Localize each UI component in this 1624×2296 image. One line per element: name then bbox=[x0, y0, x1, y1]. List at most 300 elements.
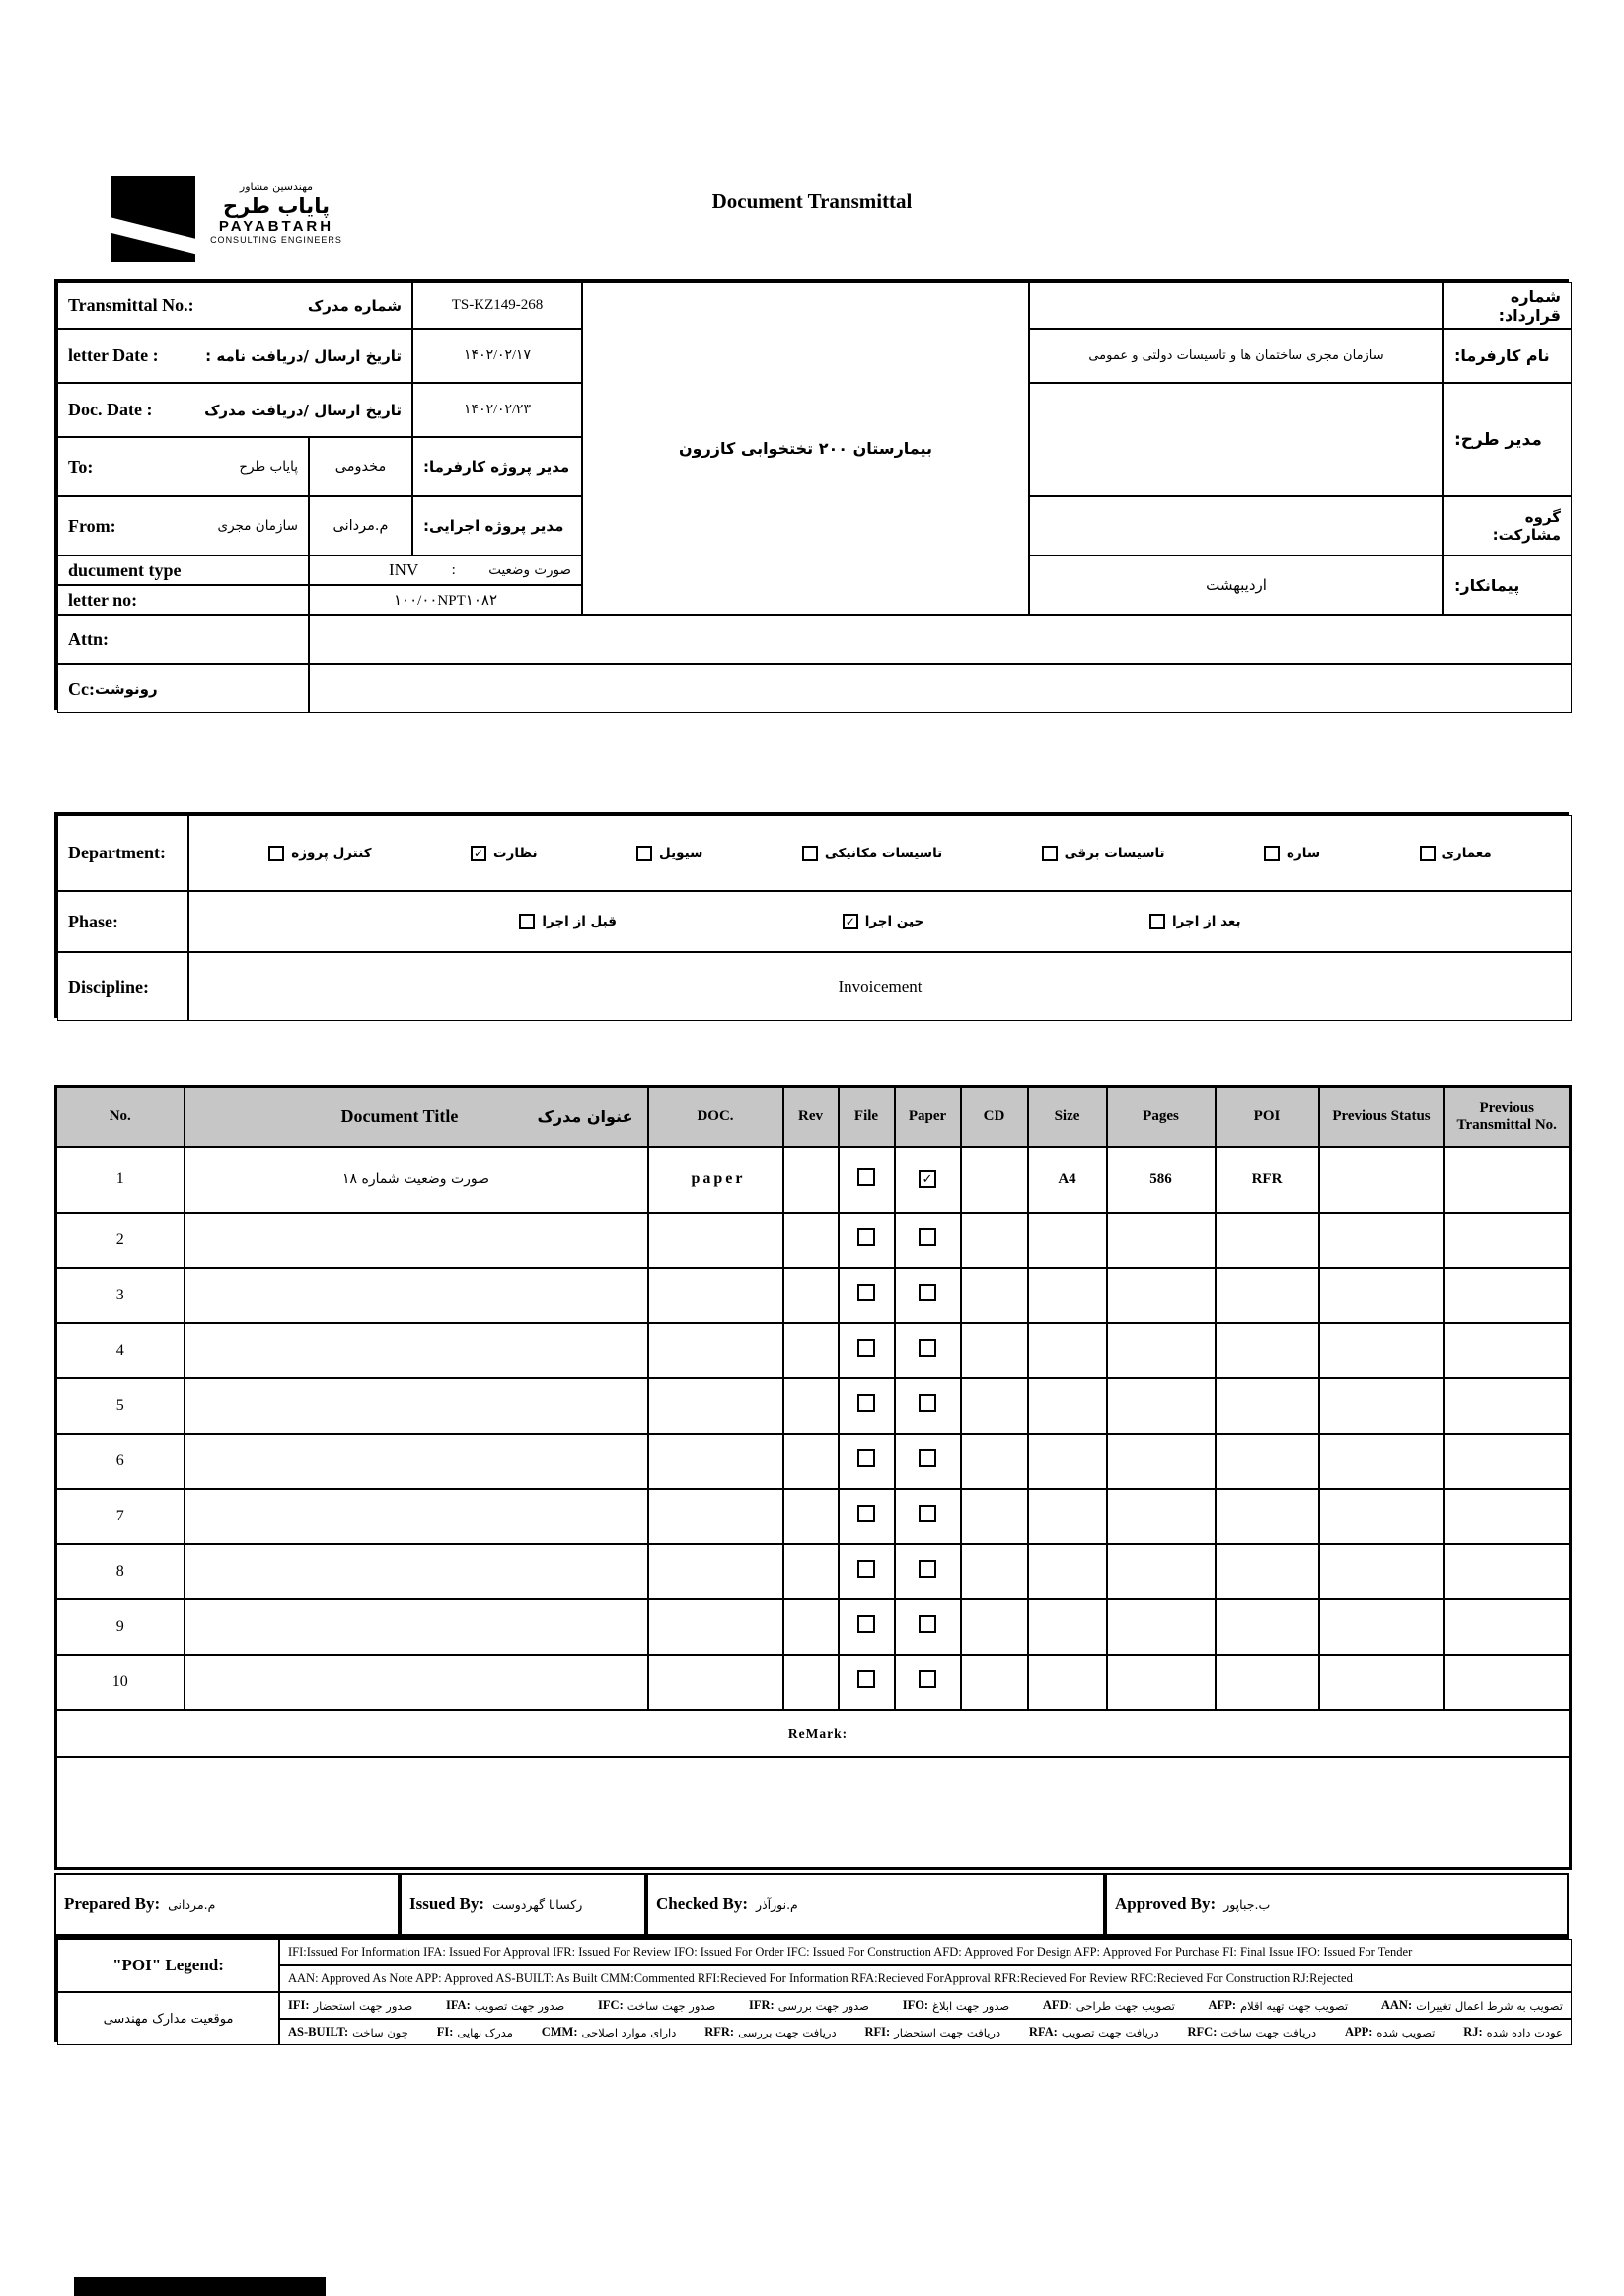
cell-file bbox=[839, 1599, 895, 1655]
logo-company-subtitle: CONSULTING ENGINEERS bbox=[210, 235, 342, 246]
cell-rev bbox=[783, 1489, 839, 1544]
department-option bbox=[471, 846, 538, 861]
legend-abbr: RFI: bbox=[864, 2025, 891, 2038]
legend-abbr: AS-BUILT: bbox=[288, 2025, 349, 2038]
cell-no: 8 bbox=[56, 1544, 185, 1599]
page-title: Document Transmittal bbox=[711, 189, 913, 213]
legend-en-line-1: IFI:Issued For Information IFA: Issued For Approval IFR: Issued For Review IFO: Issued For Order IFC: Issued For Construction AFD: Approved For Design AFP: Approved For Purchase FI: Final Issue IFO: Issued For Tender bbox=[279, 1939, 1572, 1965]
legend-item bbox=[704, 2025, 836, 2039]
col-no: No. bbox=[56, 1087, 185, 1147]
department-option-label: کنترل پروژه bbox=[291, 845, 372, 861]
cell-no: 5 bbox=[56, 1378, 185, 1434]
to-label: To: bbox=[68, 456, 94, 477]
legend-item bbox=[542, 2025, 677, 2039]
document-type-value bbox=[309, 555, 582, 585]
legend-text: دریافت جهت تصویب bbox=[1061, 2025, 1159, 2039]
documents-table bbox=[54, 1085, 1572, 1870]
cell-title: صورت وضعیت شماره ۱۸ bbox=[185, 1147, 648, 1213]
department-option bbox=[1420, 846, 1492, 861]
letter-date-value: ۱۴۰۲/۰۲/۱۷ bbox=[412, 329, 582, 383]
document-type-code: INV bbox=[389, 560, 419, 579]
cell-doc bbox=[648, 1599, 783, 1655]
cell-pages bbox=[1107, 1323, 1216, 1378]
partnership-group-label: گروه مشارکت: bbox=[1443, 496, 1572, 555]
cell-poi bbox=[1216, 1378, 1319, 1434]
cell-rev bbox=[783, 1599, 839, 1655]
client-name-value: سازمان مجری ساختمان ها و تاسیسات دولتی و عمومی bbox=[1029, 329, 1443, 383]
approved-by-cell bbox=[1105, 1873, 1569, 1936]
cell-cd bbox=[961, 1434, 1028, 1489]
doc-date-label: Doc. Date : تاریخ ارسال /دریافت مدرک bbox=[57, 383, 412, 437]
checkbox[interactable] bbox=[636, 846, 652, 861]
issued-by-value: رکسانا گهردوست bbox=[492, 1896, 583, 1912]
department-option bbox=[1042, 846, 1165, 861]
issued-by-cell bbox=[400, 1873, 646, 1936]
cell-prev-transmittal bbox=[1444, 1323, 1571, 1378]
department-options-cell bbox=[188, 815, 1572, 891]
table-row bbox=[56, 1378, 1571, 1434]
cell-prev-status bbox=[1319, 1544, 1444, 1599]
phase-option bbox=[519, 914, 617, 929]
cell-size bbox=[1028, 1378, 1107, 1434]
classification-table bbox=[54, 812, 1569, 1018]
cell-prev-transmittal bbox=[1444, 1655, 1571, 1710]
checkbox[interactable] bbox=[857, 1168, 875, 1186]
logo-company-name: PAYABTARH bbox=[218, 217, 334, 235]
cell-prev-status bbox=[1319, 1147, 1444, 1213]
cell-size bbox=[1028, 1544, 1107, 1599]
remark-row bbox=[56, 1710, 1571, 1757]
cell-no: 4 bbox=[56, 1323, 185, 1378]
legend-text: مدرک نهایی bbox=[457, 2025, 513, 2039]
checkbox[interactable] bbox=[919, 1560, 936, 1578]
col-prev-status: Previous Status bbox=[1319, 1087, 1444, 1147]
documents-table-header bbox=[56, 1087, 1571, 1147]
contract-no-value bbox=[1029, 282, 1443, 329]
cell-title bbox=[185, 1268, 648, 1323]
department-option-label: تاسیسات برقی bbox=[1064, 845, 1165, 861]
checkbox[interactable] bbox=[857, 1339, 875, 1357]
cell-doc bbox=[648, 1323, 783, 1378]
cell-file bbox=[839, 1378, 895, 1434]
cell-paper bbox=[895, 1268, 961, 1323]
legend-text: صدور جهت ساخت bbox=[627, 1998, 716, 2013]
legend-abbr: IFI: bbox=[288, 1998, 310, 2012]
legend-abbr: FI: bbox=[436, 2025, 454, 2038]
legend-abbr: APP: bbox=[1344, 2025, 1373, 2038]
approved-by-label: Approved By: bbox=[1115, 1894, 1217, 1913]
checkbox[interactable] bbox=[1042, 846, 1058, 861]
table-row bbox=[56, 1323, 1571, 1378]
discipline-label: Discipline: bbox=[57, 952, 188, 1021]
phase-option-label: بعد از اجرا bbox=[1171, 914, 1241, 929]
cell-poi bbox=[1216, 1213, 1319, 1268]
cell-paper bbox=[895, 1434, 961, 1489]
checkbox[interactable] bbox=[857, 1505, 875, 1522]
doc-date-value: ۱۴۰۲/۰۲/۲۳ bbox=[412, 383, 582, 437]
legend-abbr: AFP: bbox=[1208, 1998, 1237, 2012]
cell-prev-status bbox=[1319, 1655, 1444, 1710]
cell-prev-transmittal bbox=[1444, 1434, 1571, 1489]
legend-item bbox=[903, 1998, 1009, 2013]
checked-by-value: م.نورآذر bbox=[756, 1896, 798, 1912]
legend-item bbox=[1381, 1998, 1563, 2013]
project-name: بیمارستان ۲۰۰ تختخوابی کازرون bbox=[582, 282, 1029, 615]
cell-rev bbox=[783, 1434, 839, 1489]
cell-poi bbox=[1216, 1544, 1319, 1599]
cell-size: A4 bbox=[1028, 1147, 1107, 1213]
checked-by-label: Checked By: bbox=[656, 1894, 749, 1913]
document-type-label: ducument type bbox=[57, 555, 309, 585]
table-row bbox=[56, 1213, 1571, 1268]
department-option-label: سیویل bbox=[659, 845, 703, 861]
cell-file bbox=[839, 1434, 895, 1489]
transmittal-no-value: TS-KZ149-268 bbox=[412, 282, 582, 329]
prepared-by-value: م.مردانی bbox=[168, 1896, 216, 1912]
discipline-value: Invoicement bbox=[188, 952, 1572, 1021]
table-row bbox=[56, 1544, 1571, 1599]
cell-paper bbox=[895, 1213, 961, 1268]
cell-size bbox=[1028, 1268, 1107, 1323]
legend-item bbox=[288, 1998, 412, 2013]
legend-text: چون ساخت bbox=[352, 2025, 408, 2039]
remark-label: ReMark: bbox=[56, 1710, 1571, 1757]
cell-doc bbox=[648, 1655, 783, 1710]
checkbox[interactable] bbox=[919, 1615, 936, 1633]
checkbox[interactable] bbox=[857, 1615, 875, 1633]
design-manager-value bbox=[1029, 383, 1443, 496]
cell-prev-transmittal bbox=[1444, 1147, 1571, 1213]
attn-label: Attn: bbox=[57, 615, 309, 664]
legend-abbr: AAN: bbox=[1380, 1998, 1413, 2012]
cell-paper bbox=[895, 1489, 961, 1544]
phase-option bbox=[843, 914, 923, 929]
department-option bbox=[636, 846, 702, 861]
checkbox[interactable] bbox=[919, 1394, 936, 1412]
cell-prev-status bbox=[1319, 1434, 1444, 1489]
cell-cd bbox=[961, 1213, 1028, 1268]
cell-cd bbox=[961, 1378, 1028, 1434]
checkbox[interactable] bbox=[857, 1449, 875, 1467]
legend-item bbox=[1345, 2025, 1435, 2039]
legend-item bbox=[288, 2025, 408, 2039]
checkbox[interactable] bbox=[857, 1284, 875, 1301]
col-title-fa: عنوان مدرک bbox=[537, 1107, 633, 1127]
poi-legend-label: "POI" Legend: bbox=[57, 1939, 279, 1992]
cell-paper bbox=[895, 1599, 961, 1655]
cc-value bbox=[309, 664, 1572, 713]
poi-legend-table bbox=[54, 1936, 1569, 2042]
department-options bbox=[189, 846, 1571, 861]
from-value: سازمان مجری bbox=[217, 518, 298, 534]
cell-pages bbox=[1107, 1213, 1216, 1268]
legend-text: دریافت جهت بررسی bbox=[738, 2025, 837, 2039]
checkbox-checked[interactable]: ✓ bbox=[843, 914, 858, 929]
checkbox[interactable] bbox=[802, 846, 818, 861]
letter-no-value: ۱۰۰/۰۰NPT۱۰۸۲ bbox=[309, 585, 582, 615]
checkbox[interactable] bbox=[268, 846, 284, 861]
cell-pages: 586 bbox=[1107, 1147, 1216, 1213]
cell-rev bbox=[783, 1268, 839, 1323]
cell-poi bbox=[1216, 1323, 1319, 1378]
cell-prev-status bbox=[1319, 1489, 1444, 1544]
cell-doc bbox=[648, 1213, 783, 1268]
cell-rev bbox=[783, 1544, 839, 1599]
col-cd: CD bbox=[961, 1087, 1028, 1147]
col-title-en: Document Title bbox=[340, 1106, 459, 1127]
partnership-group-value bbox=[1029, 496, 1443, 555]
cell-no: 2 bbox=[56, 1213, 185, 1268]
legend-text: تصویب جهت طراحی bbox=[1075, 1998, 1175, 2013]
checkbox[interactable] bbox=[857, 1670, 875, 1688]
cell-prev-status bbox=[1319, 1599, 1444, 1655]
legend-abbr: AFD: bbox=[1042, 1998, 1072, 2012]
legend-abbr: IFC: bbox=[598, 1998, 624, 2012]
footer-bar bbox=[74, 2277, 326, 2296]
cell-cd bbox=[961, 1323, 1028, 1378]
legend-text: دریافت جهت ساخت bbox=[1220, 2025, 1317, 2039]
col-size: Size bbox=[1028, 1087, 1107, 1147]
cell-file bbox=[839, 1268, 895, 1323]
cell-rev bbox=[783, 1323, 839, 1378]
cell-no: 3 bbox=[56, 1268, 185, 1323]
checkbox[interactable] bbox=[519, 914, 535, 929]
cell-doc bbox=[648, 1544, 783, 1599]
legend-item bbox=[1209, 1998, 1349, 2013]
checkbox[interactable] bbox=[1264, 846, 1280, 861]
table-row bbox=[56, 1268, 1571, 1323]
legend-abbr: RFR: bbox=[704, 2025, 735, 2038]
attn-value bbox=[309, 615, 1572, 664]
checkbox[interactable] bbox=[919, 1505, 936, 1522]
contractor-label: پیمانکار: bbox=[1443, 555, 1572, 615]
legend-abbr: RFA: bbox=[1028, 2025, 1058, 2038]
legend-item bbox=[1188, 2025, 1317, 2039]
cell-title bbox=[185, 1213, 648, 1268]
legend-item bbox=[749, 1998, 869, 2013]
cell-size bbox=[1028, 1213, 1107, 1268]
executive-pm-label: مدیر پروژه اجرایی: bbox=[412, 496, 582, 555]
checkbox[interactable] bbox=[1420, 846, 1436, 861]
to-row bbox=[57, 437, 309, 496]
cell-size bbox=[1028, 1434, 1107, 1489]
cell-pages bbox=[1107, 1544, 1216, 1599]
cell-doc bbox=[648, 1434, 783, 1489]
from-person: م.مردانی bbox=[309, 496, 412, 555]
contract-no-label: شماره قرارداد: bbox=[1443, 282, 1572, 329]
cell-size bbox=[1028, 1489, 1107, 1544]
from-row bbox=[57, 496, 309, 555]
cell-poi bbox=[1216, 1599, 1319, 1655]
client-name-label: نام کارفرما: bbox=[1443, 329, 1572, 383]
cell-paper bbox=[895, 1323, 961, 1378]
checkbox[interactable] bbox=[857, 1560, 875, 1578]
legend-item bbox=[1043, 1998, 1175, 2013]
from-label: From: bbox=[68, 515, 116, 536]
cell-cd bbox=[961, 1544, 1028, 1599]
cell-file bbox=[839, 1147, 895, 1213]
legend-text: تصویب جهت تهیه اقلام bbox=[1240, 1998, 1349, 2013]
documents-table-body bbox=[56, 1147, 1571, 1710]
cell-cd bbox=[961, 1489, 1028, 1544]
cell-pages bbox=[1107, 1599, 1216, 1655]
cell-paper bbox=[895, 1147, 961, 1213]
cell-rev bbox=[783, 1378, 839, 1434]
cell-file bbox=[839, 1489, 895, 1544]
department-option-label: معماری bbox=[1441, 845, 1492, 861]
cell-file bbox=[839, 1655, 895, 1710]
cell-poi: RFR bbox=[1216, 1147, 1319, 1213]
cell-title bbox=[185, 1434, 648, 1489]
phase-label: Phase: bbox=[57, 891, 188, 952]
design-manager-label: مدیر طرح: bbox=[1443, 383, 1572, 496]
cell-pages bbox=[1107, 1489, 1216, 1544]
table-row bbox=[56, 1655, 1571, 1710]
prepared-by-cell bbox=[54, 1873, 400, 1936]
cell-cd bbox=[961, 1655, 1028, 1710]
legend-text: عودت داده شده bbox=[1486, 2025, 1563, 2039]
letter-no-label: letter no: bbox=[57, 585, 309, 615]
cell-rev bbox=[783, 1213, 839, 1268]
prepared-by-label: Prepared By: bbox=[64, 1894, 161, 1913]
cell-paper bbox=[895, 1544, 961, 1599]
department-option-label: سازه bbox=[1287, 845, 1321, 861]
cell-size bbox=[1028, 1323, 1107, 1378]
cell-title bbox=[185, 1655, 648, 1710]
remark-space-row bbox=[56, 1757, 1571, 1869]
cell-cd bbox=[961, 1147, 1028, 1213]
cell-rev bbox=[783, 1655, 839, 1710]
department-option bbox=[1264, 846, 1320, 861]
cell-file bbox=[839, 1323, 895, 1378]
cell-pages bbox=[1107, 1378, 1216, 1434]
cell-prev-transmittal bbox=[1444, 1489, 1571, 1544]
department-option-label: نظارت bbox=[492, 845, 538, 861]
cell-title bbox=[185, 1599, 648, 1655]
cell-prev-transmittal bbox=[1444, 1599, 1571, 1655]
documents-status-label: موقعیت مدارک مهندسی bbox=[57, 1992, 279, 2045]
client-pm-label: مدیر پروژه کارفرما: bbox=[412, 437, 582, 496]
table-row bbox=[56, 1599, 1571, 1655]
cell-prev-transmittal bbox=[1444, 1544, 1571, 1599]
col-prev-transmittal: Previous Transmittal No. bbox=[1444, 1087, 1571, 1147]
legend-item bbox=[598, 1998, 715, 2013]
checkbox[interactable] bbox=[857, 1394, 875, 1412]
cell-pages bbox=[1107, 1434, 1216, 1489]
document-type-fa: صورت وضعیت bbox=[488, 562, 571, 578]
table-row bbox=[56, 1489, 1571, 1544]
logo-fa-large: پایاب طرح bbox=[223, 193, 330, 218]
logo-swoosh-icon bbox=[111, 215, 195, 260]
legend-abbr: CMM: bbox=[541, 2025, 578, 2038]
department-option bbox=[802, 846, 942, 861]
col-pages: Pages bbox=[1107, 1087, 1216, 1147]
legend-text: دارای موارد اصلاحی bbox=[581, 2025, 677, 2039]
cell-cd bbox=[961, 1268, 1028, 1323]
legend-fa-line-2 bbox=[279, 2019, 1572, 2045]
cell-prev-status bbox=[1319, 1213, 1444, 1268]
checkbox[interactable] bbox=[857, 1228, 875, 1246]
legend-abbr: IFA: bbox=[445, 1998, 471, 2012]
checkbox[interactable] bbox=[919, 1670, 936, 1688]
checkbox-checked[interactable]: ✓ bbox=[919, 1170, 936, 1188]
legend-text: تصویب شده bbox=[1376, 2025, 1436, 2039]
cell-size bbox=[1028, 1655, 1107, 1710]
legend-fa-line-1 bbox=[279, 1992, 1572, 2019]
legend-abbr: IFR: bbox=[748, 1998, 775, 2012]
legend-text: صدور جهت ابلاغ bbox=[932, 1998, 1010, 2013]
phase-options-cell bbox=[188, 891, 1572, 952]
cell-no: 6 bbox=[56, 1434, 185, 1489]
legend-item bbox=[1029, 2025, 1159, 2039]
cell-prev-transmittal bbox=[1444, 1268, 1571, 1323]
department-label: Department: bbox=[57, 815, 188, 891]
phase-option-label: حین اجرا bbox=[864, 914, 924, 929]
cell-size bbox=[1028, 1599, 1107, 1655]
legend-item bbox=[446, 1998, 564, 2013]
table-row bbox=[56, 1147, 1571, 1213]
department-option-label: تاسیسات مکانیکی bbox=[824, 845, 943, 861]
cell-doc bbox=[648, 1378, 783, 1434]
remark-space bbox=[56, 1757, 1571, 1869]
phase-option-label: قبل از اجرا bbox=[542, 914, 617, 929]
col-rev: Rev bbox=[783, 1087, 839, 1147]
col-poi: POI bbox=[1216, 1087, 1319, 1147]
cc-label: Cc: رونوشت bbox=[57, 664, 309, 713]
cell-no: 7 bbox=[56, 1489, 185, 1544]
legend-abbr: RFC: bbox=[1187, 2025, 1218, 2038]
cell-no: 9 bbox=[56, 1599, 185, 1655]
phase-options bbox=[189, 914, 1571, 929]
cell-prev-status bbox=[1319, 1378, 1444, 1434]
cell-poi bbox=[1216, 1489, 1319, 1544]
cell-file bbox=[839, 1213, 895, 1268]
checkbox[interactable] bbox=[919, 1284, 936, 1301]
checkbox[interactable] bbox=[919, 1339, 936, 1357]
document-type-colon: : bbox=[451, 561, 456, 578]
legend-abbr: IFO: bbox=[902, 1998, 929, 2012]
cell-poi bbox=[1216, 1434, 1319, 1489]
cell-doc bbox=[648, 1489, 783, 1544]
checkbox[interactable] bbox=[919, 1228, 936, 1246]
legend-item bbox=[1463, 2025, 1563, 2039]
cell-title bbox=[185, 1544, 648, 1599]
issued-by-label: Issued By: bbox=[409, 1894, 485, 1913]
cell-cd bbox=[961, 1599, 1028, 1655]
legend-text: تصویب به شرط اعمال تغییرات bbox=[1416, 1998, 1563, 2013]
cell-title bbox=[185, 1323, 648, 1378]
transmittal-no-label: Transmittal No.: شماره مدرک bbox=[57, 282, 412, 329]
table-row bbox=[56, 1434, 1571, 1489]
legend-abbr: RJ: bbox=[1463, 2025, 1483, 2038]
legend-item bbox=[864, 2025, 1000, 2039]
checked-by-cell bbox=[646, 1873, 1105, 1936]
cell-prev-status bbox=[1319, 1323, 1444, 1378]
checkbox-checked[interactable]: ✓ bbox=[471, 846, 486, 861]
cell-rev bbox=[783, 1147, 839, 1213]
cell-poi bbox=[1216, 1655, 1319, 1710]
checkbox[interactable] bbox=[1149, 914, 1165, 929]
cell-pages bbox=[1107, 1655, 1216, 1710]
checkbox[interactable] bbox=[919, 1449, 936, 1467]
phase-option bbox=[1149, 914, 1241, 929]
cell-poi bbox=[1216, 1268, 1319, 1323]
approved-by-value: ب.جباپور bbox=[1223, 1896, 1271, 1912]
cell-pages bbox=[1107, 1268, 1216, 1323]
cell-file bbox=[839, 1544, 895, 1599]
legend-item bbox=[437, 2025, 513, 2039]
legend-text: صدور جهت استحضار bbox=[313, 1998, 413, 2013]
